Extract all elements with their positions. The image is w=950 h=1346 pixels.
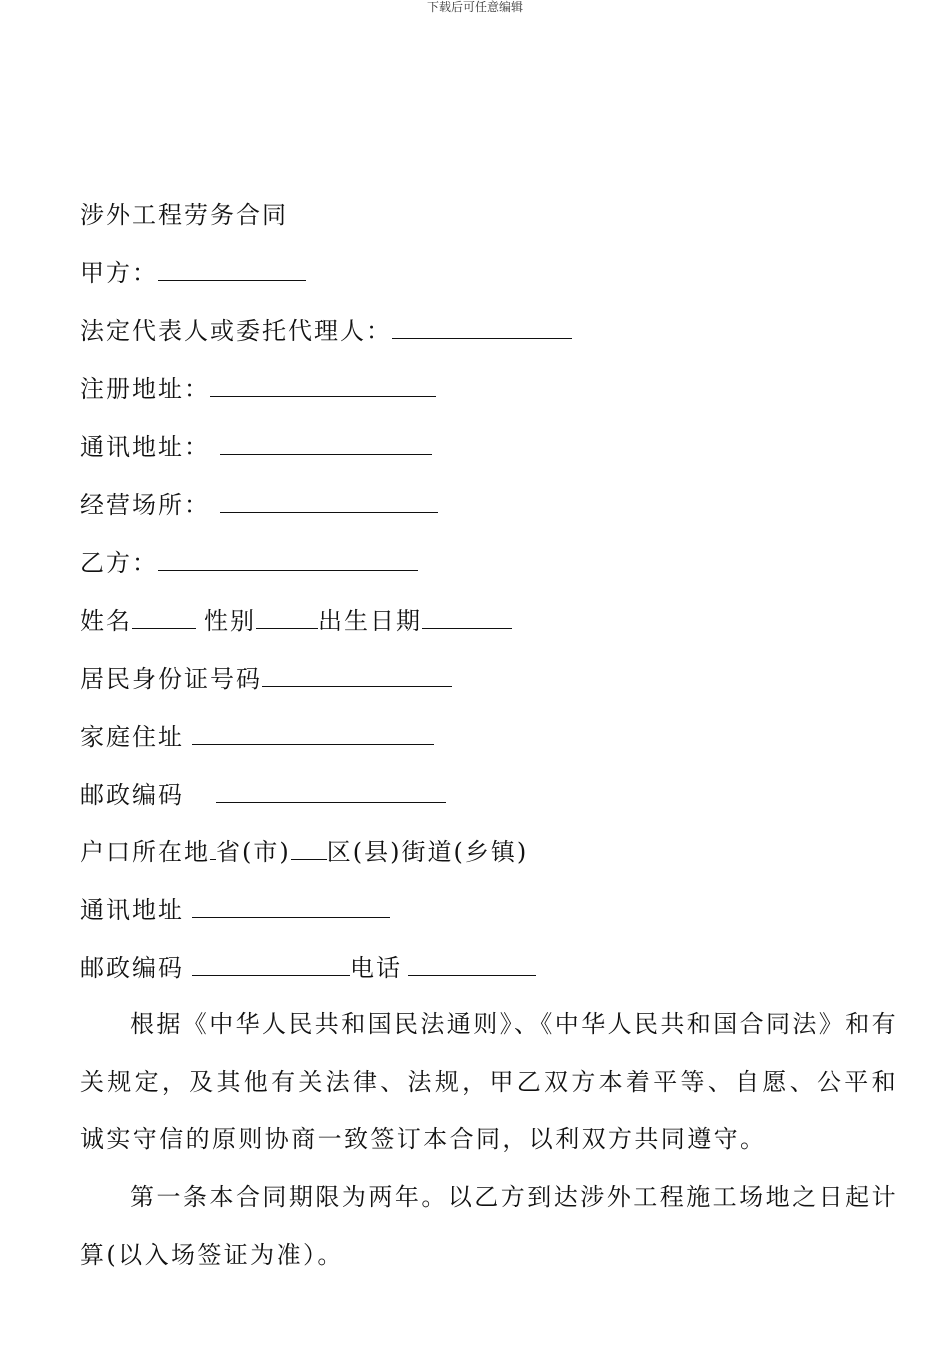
reg-addr-line <box>80 374 436 404</box>
party-a-rep-line <box>80 316 572 346</box>
reg-addr-label: 注册地址： <box>80 375 210 403</box>
comm-addr-label: 通讯地址： <box>80 433 210 461</box>
home-addr-blank[interactable] <box>192 722 434 745</box>
postcode2-label: 邮政编码 <box>80 954 184 982</box>
gender-blank[interactable] <box>256 606 318 629</box>
name-label: 姓名 <box>80 607 132 635</box>
header-note: 下载后可任意编辑 <box>426 0 523 14</box>
comm-addr2-line <box>80 895 390 925</box>
name-blank[interactable] <box>132 606 196 629</box>
home-addr-label: 家庭住址 <box>80 723 184 751</box>
document-title: 涉外工程劳务合同 <box>80 201 288 229</box>
gender-label: 性别 <box>204 607 256 635</box>
personal-info-line <box>80 606 512 636</box>
party-b-label: 乙方： <box>80 549 158 577</box>
postcode-line <box>80 780 446 810</box>
biz-place-label: 经营场所： <box>80 491 210 519</box>
hukou-line <box>80 837 528 867</box>
postcode2-blank[interactable] <box>192 953 350 976</box>
phone-blank[interactable] <box>408 953 536 976</box>
intro-paragraph: 根据《中华人民共和国民法通则》、《中华人民共和国合同法》和有关规定，及其他有关法律、法规，甲乙双方本着平等、自愿、公平和诚实守信的原则协商一致签订本合同，以利双方共同遵守。 <box>80 1010 898 1154</box>
party-b-blank[interactable] <box>158 548 418 571</box>
party-a-blank[interactable] <box>158 258 306 281</box>
biz-place-blank[interactable] <box>220 490 438 513</box>
party-a-rep-blank[interactable] <box>392 316 572 339</box>
home-addr-line <box>80 722 434 752</box>
phone-label: 电话 <box>350 954 402 982</box>
postcode-blank[interactable] <box>216 780 446 803</box>
biz-place-line <box>80 490 438 520</box>
id-line <box>80 664 452 694</box>
postcode-label: 邮政编码 <box>80 781 184 809</box>
party-a-rep-label: 法定代表人或委托代理人： <box>80 317 392 345</box>
article-one-paragraph: 第一条本合同期限为两年。以乙方到达涉外工程施工场地之日起计算(以入场签证为准）。 <box>80 1183 898 1269</box>
id-label: 居民身份证号码 <box>80 665 262 693</box>
reg-addr-blank[interactable] <box>210 374 436 397</box>
hukou-prefix: 户口所在地 <box>80 838 210 866</box>
comm-addr2-blank[interactable] <box>192 895 390 918</box>
comm-addr-line <box>80 432 432 462</box>
party-a-line <box>80 258 306 288</box>
postcode-phone-line <box>80 953 536 983</box>
id-blank[interactable] <box>262 664 452 687</box>
hukou-province: 省(市) <box>216 838 291 866</box>
comm-addr2-label: 通讯地址 <box>80 896 184 924</box>
birth-label: 出生日期 <box>318 607 422 635</box>
comm-addr-blank[interactable] <box>220 432 432 455</box>
birth-blank[interactable] <box>422 606 512 629</box>
party-b-line <box>80 548 418 578</box>
hukou-district: 区(县)街道(乡镇) <box>326 838 529 866</box>
hukou-blank-2[interactable] <box>291 837 327 860</box>
party-a-label: 甲方： <box>80 259 158 287</box>
